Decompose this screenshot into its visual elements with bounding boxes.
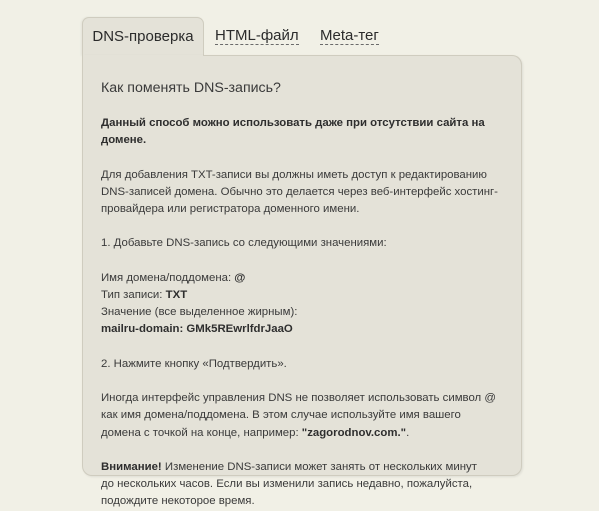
tab-html-file[interactable] <box>215 17 299 55</box>
note-paragraph <box>101 390 501 442</box>
panel-top-border <box>203 55 511 56</box>
note-end: . <box>406 426 410 439</box>
type-row <box>101 287 501 304</box>
warning-text: Изменение DNS-записи может занять от нескольких минут до нескольких часов. Если вы изменили запись недавно, пожалуйста, подождите некоторое время. <box>101 460 477 508</box>
step-2-text: 2. Нажмите кнопку «Подтвердить». <box>101 357 287 370</box>
warning-label: Внимание! <box>101 460 162 473</box>
domain-row <box>101 270 501 287</box>
intro-bold-text: Данный способ можно использовать даже при отсутствии сайта на домене. <box>101 117 485 147</box>
domain-value: @ <box>234 271 246 284</box>
tab-dns-check-label: DNS-проверка <box>92 28 194 45</box>
intro-paragraph <box>101 115 501 149</box>
note-text: Иногда интерфейс управления DNS не позволяет использовать символ @ как имя домена/поддомена. В этом случае используйте имя вашего домена с точкой на конце, например: <box>101 392 496 439</box>
type-label: Тип записи: <box>101 288 163 301</box>
value-label: Значение (все выделенное жирным): <box>101 306 298 319</box>
instructions-panel <box>82 55 522 508</box>
tab-dns-check[interactable] <box>82 17 204 56</box>
panel-heading: Как поменять DNS-запись? <box>101 80 281 96</box>
tab-meta-tag-label[interactable]: Meta-тег <box>320 27 379 44</box>
value-row <box>101 321 501 338</box>
panel-corner <box>509 55 522 68</box>
access-paragraph: Для добавления TXT-записи вы должны иметь доступ к редактированию DNS-записей домена. Обычно это делается через веб-интерфейс хостинг-провайдера или регистратора доменного имени. <box>101 168 498 215</box>
type-value: TXT <box>165 288 188 301</box>
domain-label: Имя домена/поддомена: <box>101 271 232 284</box>
note-example: "zagorodnov.com." <box>301 426 407 439</box>
step-1-text: 1. Добавьте DNS-запись со следующими значениями: <box>101 237 387 250</box>
tab-meta-tag[interactable] <box>320 17 379 55</box>
instructions-content <box>101 78 501 511</box>
tab-html-file-label[interactable]: HTML-файл <box>215 27 299 44</box>
warning-paragraph <box>101 459 501 511</box>
txt-record-value: mailru-domain: GMk5REwrlfdrJaaO <box>101 323 293 336</box>
